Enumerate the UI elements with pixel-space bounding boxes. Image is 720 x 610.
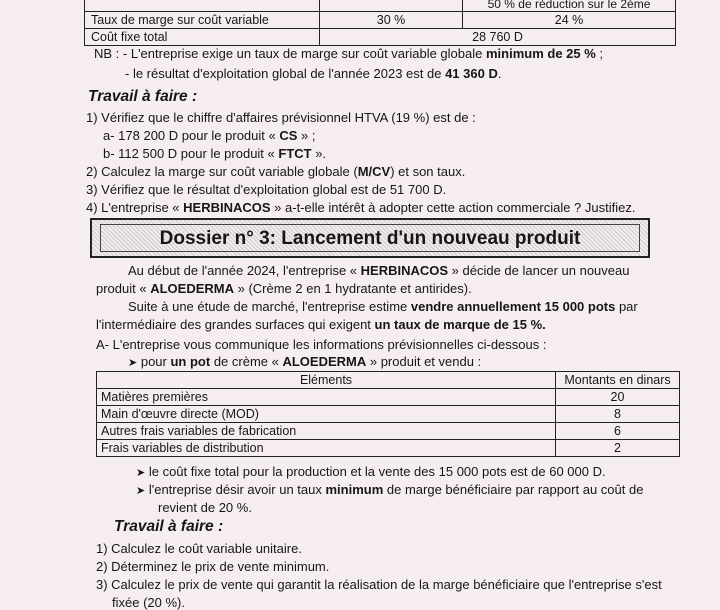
intro-bold: vendre annuellement 15 000 pots: [410, 299, 616, 314]
intro-line-4: [96, 317, 546, 332]
table-cell: 6: [556, 423, 680, 440]
bullet-text: de marge bénéficiaire par rapport au coût de: [383, 482, 644, 497]
nb-text: .: [497, 66, 502, 81]
nb-text: NB : - L'entreprise exige un taux de marge sur coût variable globale: [94, 46, 486, 61]
table-cell: 30 %: [320, 12, 463, 29]
arrow-bullet-icon: ➤: [128, 357, 138, 369]
product-name: CS: [279, 128, 298, 143]
nb-bold: 41 360 D: [445, 66, 498, 81]
question-text: 1) Vérifiez que le chiffre d'affaires prévisionnel HTVA (19 %) est de :: [86, 110, 476, 125]
section-a-line: A- L'entreprise vous communique les informations prévisionnelles ci-dessous :: [96, 337, 547, 352]
intro-text: » décide de lancer un nouveau: [448, 263, 630, 278]
question-3: [86, 182, 446, 197]
nb-line-1: [94, 46, 603, 61]
nb-bold: minimum de 25 %: [485, 46, 596, 61]
question-4: [86, 200, 635, 215]
table-row: [85, 29, 676, 46]
dossier-title: Dossier n° 3: Lancement d'un nouveau produit: [100, 224, 640, 252]
table-cell: Taux de marge sur coût variable: [85, 12, 320, 29]
question-2: 2) Déterminez le prix de vente minimum.: [96, 559, 330, 574]
nb-line-2: [125, 66, 501, 81]
table-row: [97, 423, 680, 440]
intro-text: l'intermédiaire des grandes surfaces qui exigent: [96, 317, 375, 332]
question-text: 4) L'entreprise «: [86, 200, 184, 215]
bullet-text: l'entreprise désir avoir un taux: [148, 482, 326, 497]
company-name: HERBINACOS: [360, 263, 449, 278]
arrow-bullet-icon: ➤: [136, 467, 146, 479]
table-cell: [320, 0, 463, 12]
intro-line-3: [128, 299, 638, 314]
table-cell: Coût fixe total: [85, 29, 320, 46]
question-text: 3) Vérifiez que le résultat d'exploitation global est de 51 700 D.: [86, 182, 447, 197]
table-row: [97, 406, 680, 423]
product-name: ALOEDERMA: [150, 281, 234, 296]
column-header: Montants en dinars: [556, 372, 680, 389]
travail-heading: Travail à faire :: [88, 88, 198, 105]
intro-text: Au début de l'année 2024, l'entreprise «: [128, 263, 361, 278]
question-bold: M/CV: [357, 164, 391, 179]
table-header-row: [97, 372, 680, 389]
question-text: b- 112 500 D pour le produit «: [103, 146, 279, 161]
intro-text: produit «: [96, 281, 151, 296]
company-name: HERBINACOS: [183, 200, 271, 215]
nb-text: - le résultat d'exploitation global de l'année 2023 est de: [125, 66, 446, 81]
intro-text: pour: [140, 354, 171, 369]
table-cell: 28 760 D: [320, 29, 676, 46]
table-cell: 50 % de réduction sur le 2ème: [463, 0, 676, 12]
bullet-2: [136, 482, 643, 497]
question-text: a- 178 200 D pour le produit «: [103, 128, 280, 143]
intro-text: » produit et vendu :: [366, 354, 482, 369]
table-cell: Autres frais variables de fabrication: [97, 423, 556, 440]
question-text: 2) Calculez la marge sur coût variable globale (: [86, 164, 358, 179]
table-cell: [85, 0, 320, 12]
table-cell: 24 %: [463, 12, 676, 29]
question-text: » ;: [297, 128, 316, 143]
table-cell: 2: [556, 440, 680, 457]
intro-line-1: [128, 263, 629, 278]
question-text: ) et son taux.: [390, 164, 466, 179]
section-a-sub: [128, 354, 481, 369]
intro-text: Suite à une étude de marché, l'entreprise estime: [128, 299, 411, 314]
table-row: [85, 0, 676, 12]
column-header: Eléments: [97, 372, 556, 389]
cost-table: [96, 371, 680, 457]
margin-table: [84, 0, 676, 46]
table-cell: Main d'œuvre directe (MOD): [97, 406, 556, 423]
question-3: 3) Calculez le prix de vente qui garantit la réalisation de la marge bénéficiaire que l'entreprise s'est: [96, 577, 662, 592]
intro-text: par: [615, 299, 638, 314]
travail-heading: Travail à faire :: [114, 518, 224, 535]
table-row: [97, 389, 680, 406]
arrow-bullet-icon: ➤: [136, 485, 146, 497]
table-cell: 20: [556, 389, 680, 406]
bullet-1: [136, 464, 606, 479]
product-name: ALOEDERMA: [282, 354, 367, 369]
table-row: [97, 440, 680, 457]
intro-bold: un taux de marque de 15 %.: [374, 317, 546, 332]
question-1a: [103, 128, 315, 143]
product-name: FTCT: [278, 146, 312, 161]
question-text: » a-t-elle intérêt à adopter cette action commerciale ? Justifiez.: [270, 200, 636, 215]
table-row: [85, 12, 676, 29]
bullet-bold: minimum: [325, 482, 384, 497]
bullet-text: le coût fixe total pour la production et la vente des 15 000 pots est de 60 000 D.: [148, 464, 606, 479]
table-cell: Frais variables de distribution: [97, 440, 556, 457]
question-1: [86, 110, 476, 125]
question-3-line-2: fixée (20 %).: [112, 595, 185, 610]
intro-bold: un pot: [170, 354, 211, 369]
question-text: ».: [311, 146, 327, 161]
question-1: 1) Calculez le coût variable unitaire.: [96, 541, 302, 556]
dossier-banner: [90, 218, 650, 258]
question-2: [86, 164, 465, 179]
intro-text: de crème «: [210, 354, 283, 369]
table-cell: 8: [556, 406, 680, 423]
bullet-2-line-2: revient de 20 %.: [158, 500, 252, 515]
intro-text: » (Crème 2 en 1 hydratante et antirides).: [233, 281, 472, 296]
table-cell: Matières premières: [97, 389, 556, 406]
intro-line-2: [96, 281, 472, 296]
question-1b: [103, 146, 326, 161]
nb-text: ;: [595, 46, 604, 61]
